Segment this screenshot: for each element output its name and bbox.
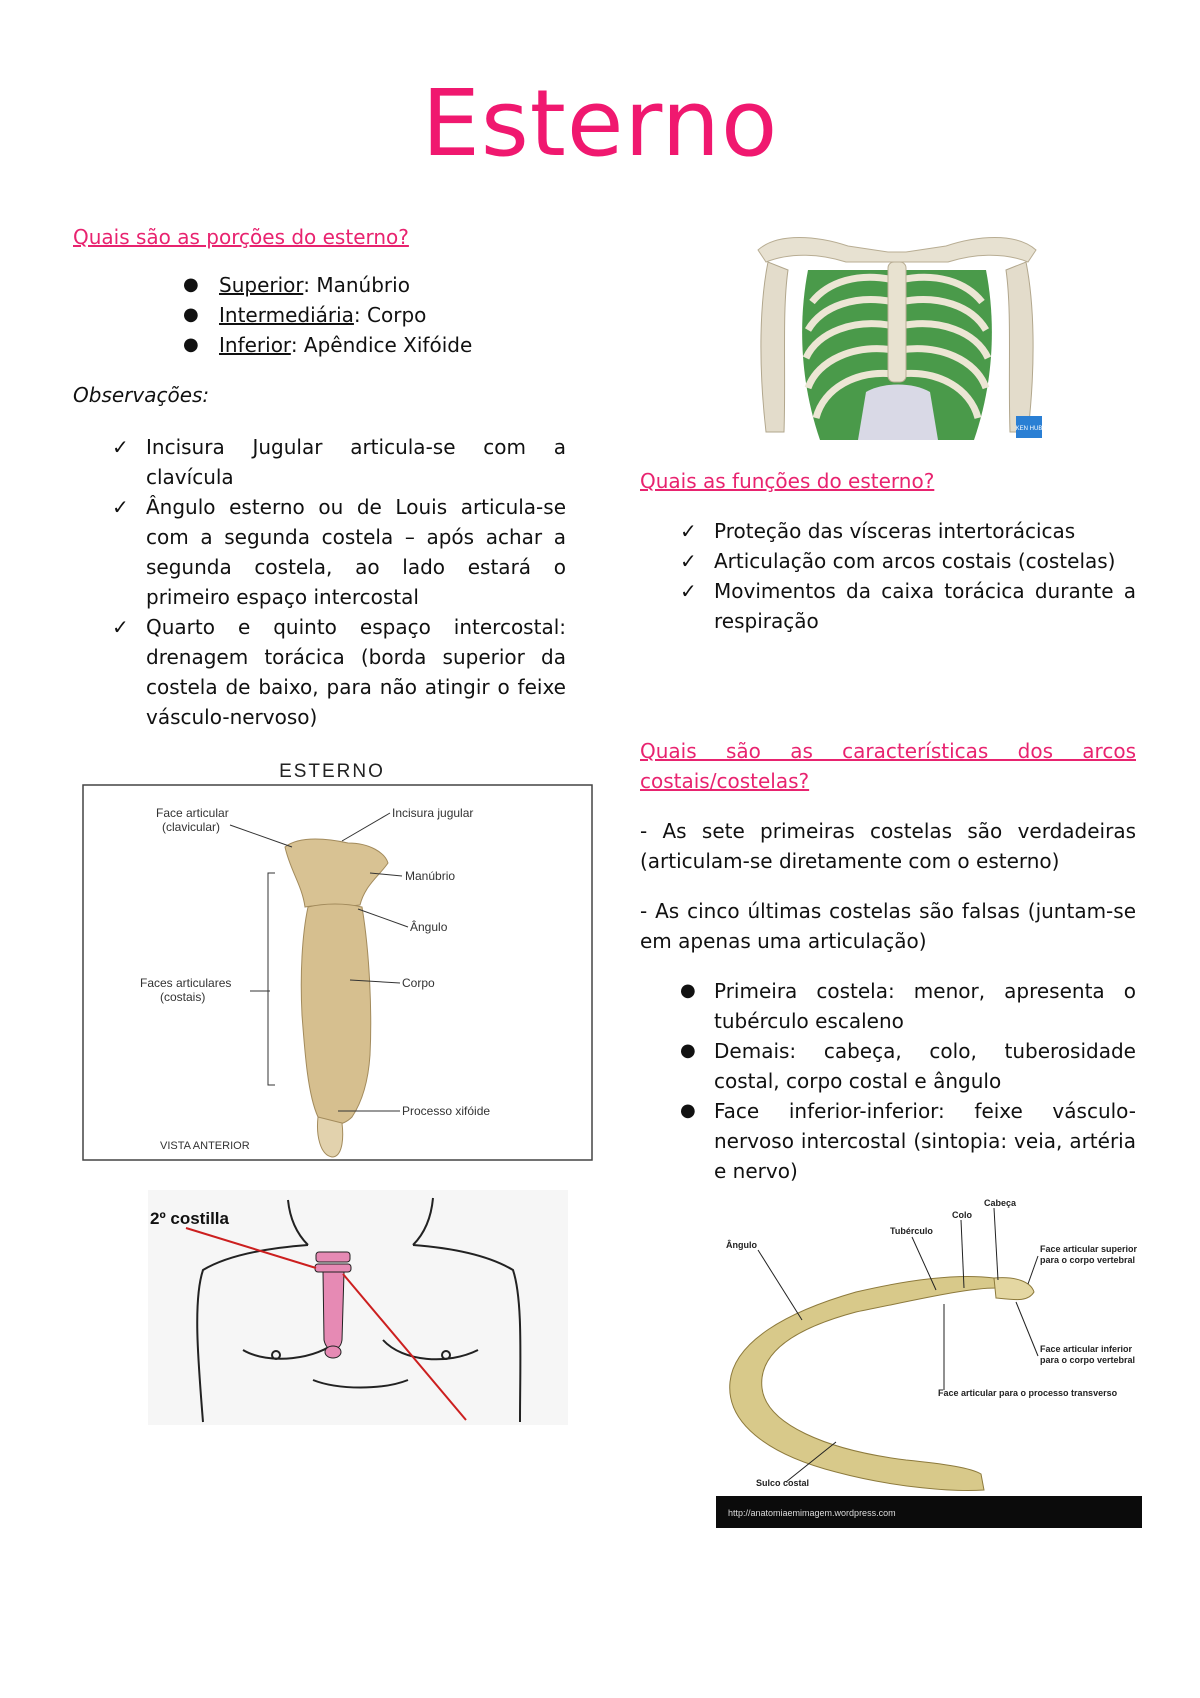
rib-items-list [680,976,1136,1186]
image-url: http://anatomiaemimagem.wordpress.com [728,1508,896,1518]
chest-sketch-figure [148,1190,568,1425]
paragraph-false-ribs: - As cinco últimas costelas são falsas (juntam-se em apenas uma articulação) [640,899,1136,953]
portion-value: : Apêndice Xifóide [290,333,473,357]
portion-value: : Manúbrio [303,273,410,297]
rib-figure [716,1192,1142,1530]
list-item [183,270,559,300]
label-colo: Colo [952,1210,972,1220]
left-humerus [761,262,788,432]
bullet-icon: ● [183,334,199,355]
checkmark-icon: ✓ [680,579,697,603]
label-sulco: Sulco costal [756,1478,810,1488]
diaphragm-area [858,385,938,441]
checkmark-icon: ✓ [112,615,129,639]
portion-term: Intermediária [219,303,354,327]
list-item: ✓ Incisura Jugular articula-se com a clavícula [146,432,566,492]
question-portions: Quais são as porções do esterno? [73,225,409,249]
sternum-figure [80,755,596,1165]
sternum-figure-title: ESTERNO [279,761,385,782]
question-functions: Quais as funções do esterno? [640,469,935,493]
portion-term: Superior [219,273,304,297]
kenhub-badge-text: KEN HUB [1015,426,1043,432]
label-face-inf: Face articular inferior [1040,1344,1133,1354]
checkmark-icon: ✓ [112,435,129,459]
label-angulo: Ângulo [410,920,448,934]
checkmark-icon: ✓ [680,519,697,543]
list-item: ✓ Quarto e quinto espaço intercostal: drenagem torácica (borda superior da costela de baixo, para não atingir o feixe vásculo-nervoso) [146,612,566,732]
label-2nd-rib: 2º costilla [150,1209,229,1228]
label-incisura: Incisura jugular [392,806,474,820]
list-item [183,330,559,360]
bullet-icon: ● [680,980,696,1001]
question-rib-characteristics: Quais são as características dos arcos costais/costelas? [640,739,1136,793]
list-item: ● Demais: cabeça, colo, tuberosidade costal, corpo costal e ângulo [714,1036,1136,1096]
bullet-icon: ● [680,1100,696,1121]
label-cabeca: Cabeça [984,1198,1017,1208]
label-face-inf-2: para o corpo vertebral [1040,1355,1136,1365]
checkmark-icon: ✓ [112,495,129,519]
page-title: Esterno [421,70,779,177]
portion-value: : Corpo [353,303,427,327]
bullet-icon: ● [680,1040,696,1061]
label-face-proc: Face articular para o processo transverso [938,1388,1118,1398]
label-costais: (costais) [160,990,206,1004]
list-item: ✓ Articulação com arcos costais (costelas) [714,546,1136,576]
checkmark-icon: ✓ [680,549,697,573]
bullet-icon: ● [183,274,199,295]
right-humerus [1006,262,1033,432]
label-corpo: Corpo [402,976,435,990]
list-item: ✓ Proteção das vísceras intertorácicas [714,516,1136,546]
label-face-articular: Face articular [156,806,229,820]
bullet-icon: ● [183,304,199,325]
label-clavicular: (clavicular) [162,820,221,834]
label-faces-articulares: Faces articulares [140,976,232,990]
label-vista-anterior: VISTA ANTERIOR [160,1140,250,1152]
list-item: ● Face inferior-inferior: feixe vásculo-nervoso intercostal (sintopia: veia, artéria e nervo) [714,1096,1136,1186]
label-face-sup-2: para o corpo vertebral [1040,1255,1136,1265]
label-tuberculo: Tubérculo [890,1226,933,1236]
observations-list [112,432,566,732]
sternum [888,262,906,382]
label-angulo: Ângulo [726,1240,757,1250]
observations-label: Observações: [73,383,210,407]
list-item: ✓ Ângulo esterno ou de Louis articula-se com a segunda costela – após achar a segunda costela, ao lado estará o primeiro espaço intercostal [146,492,566,612]
list-item: ● Primeira costela: menor, apresenta o tubérculo escaleno [714,976,1136,1036]
label-face-sup: Face articular superior [1040,1244,1138,1254]
portion-term: Inferior [219,333,291,357]
label-manubrio: Manúbrio [405,869,456,883]
list-item [183,300,559,330]
portions-list [183,270,559,360]
paragraph-true-ribs: - As sete primeiras costelas são verdadeiras (articulam-se diretamente com o esterno) [640,819,1136,873]
thorax-image [748,222,1046,442]
list-item: ✓ Movimentos da caixa torácica durante a respiração [714,576,1136,636]
functions-list [680,516,1136,636]
label-processo: Processo xifóide [402,1104,491,1118]
